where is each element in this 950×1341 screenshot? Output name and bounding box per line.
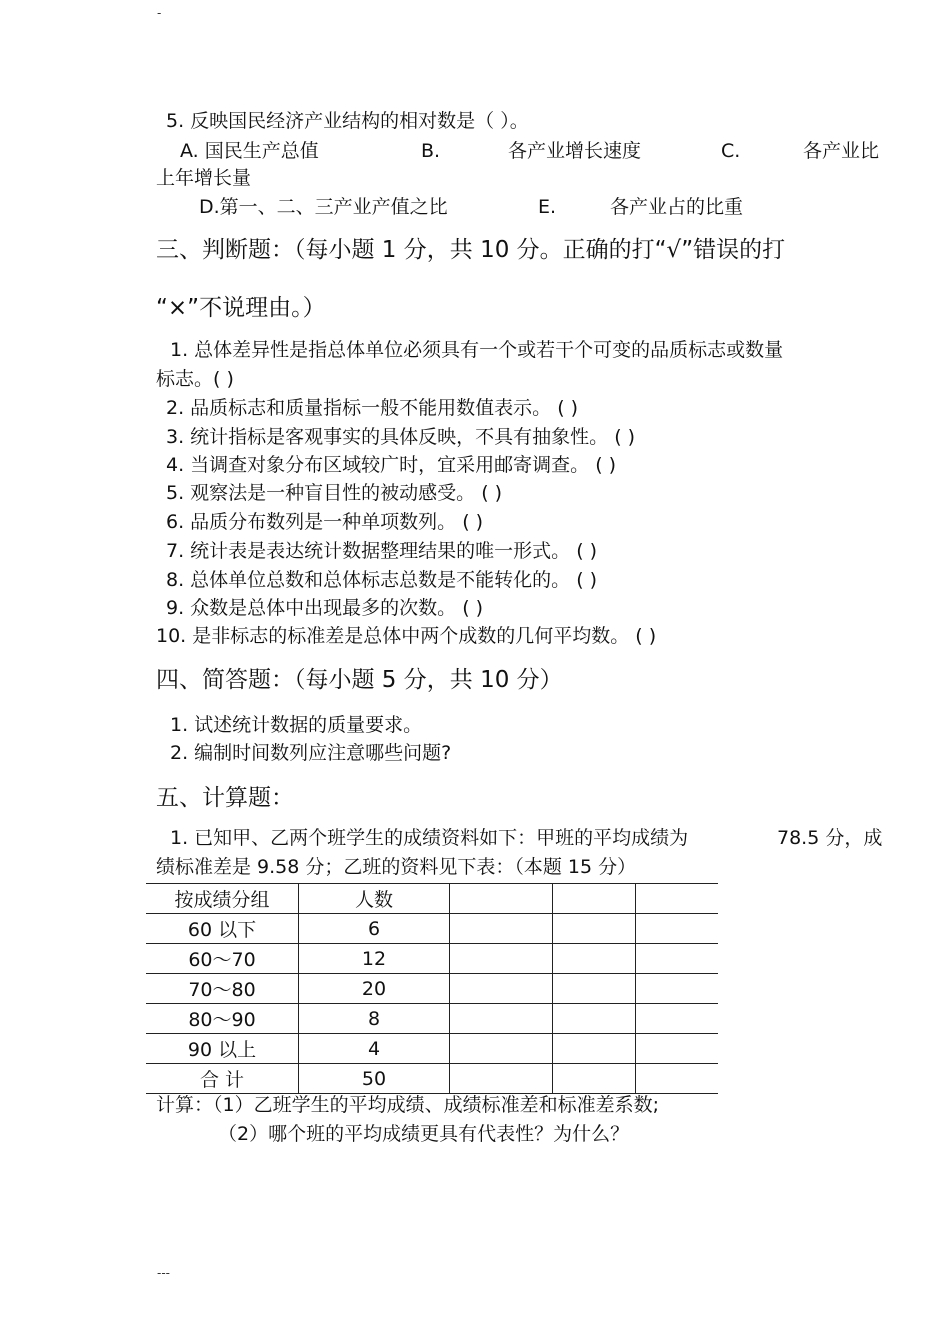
table-row — [146, 974, 718, 1004]
judgement-item: 1. 总体差异性是指总体单位必须具有一个或若干个可变的品质标志或数量 — [170, 339, 784, 361]
table-row — [146, 1004, 718, 1034]
table-cell — [553, 1034, 636, 1064]
option-b-text: 各产业增长速度 — [508, 140, 642, 162]
table-cell: 50 — [299, 1064, 450, 1094]
table-cell: 60～70 — [146, 944, 299, 974]
table-cell: 80～90 — [146, 1004, 299, 1034]
table-cell: 4 — [299, 1034, 450, 1064]
table-header-cell — [636, 884, 719, 914]
option-b-letter: B. — [421, 140, 441, 162]
judgement-item: 7. 统计表是表达统计数据整理结果的唯一形式。 ( ) — [166, 540, 598, 562]
table-cell — [553, 1064, 636, 1094]
table-cell: 8 — [299, 1004, 450, 1034]
table-row — [146, 914, 718, 944]
footer-mark: --- — [157, 1266, 170, 1280]
table-cell — [636, 914, 719, 944]
table-cell: 合 计 — [146, 1064, 299, 1094]
table-cell — [450, 1064, 553, 1094]
table-total-row — [146, 1064, 718, 1094]
table-cell — [636, 1034, 719, 1064]
option-c-wrap: 上年增长量 — [156, 167, 252, 189]
judgement-item: 标志。( ) — [156, 368, 234, 390]
table-cell — [450, 1004, 553, 1034]
table-cell — [553, 914, 636, 944]
calc-question-line2: 绩标准差是 9.58 分；乙班的资料见下表：（本题 15 分） — [156, 856, 637, 878]
judgement-item: 9. 众数是总体中出现最多的次数。 ( ) — [166, 597, 484, 619]
calc-question-value: 78.5 分，成 — [777, 827, 883, 849]
table-header-cell — [450, 884, 553, 914]
table-cell — [636, 944, 719, 974]
table-cell — [636, 974, 719, 1004]
table-cell — [636, 1004, 719, 1034]
table-cell: 90 以上 — [146, 1034, 299, 1064]
option-c-letter: C. — [721, 140, 741, 162]
question-5-stem: 5. 反映国民经济产业结构的相对数是（ ）。 — [166, 110, 529, 132]
calc-instruction-line1: 计算：（1）乙班学生的平均成绩、成绩标准差和标准差系数; — [156, 1094, 659, 1116]
table-header-row — [146, 884, 718, 914]
header-mark: - — [157, 6, 162, 20]
table-cell: 6 — [299, 914, 450, 944]
section-3-title-line2: “×”不说理由。） — [156, 295, 326, 321]
table-cell: 20 — [299, 974, 450, 1004]
judgement-item: 2. 品质标志和质量指标一般不能用数值表示。 ( ) — [166, 397, 579, 419]
table-cell — [450, 1034, 553, 1064]
table-row — [146, 1034, 718, 1064]
table-header-cell: 人数 — [299, 884, 450, 914]
table-cell: 12 — [299, 944, 450, 974]
table-header-cell: 按成绩分组 — [146, 884, 299, 914]
score-table — [146, 883, 718, 1094]
table-cell — [450, 974, 553, 1004]
table-cell — [450, 914, 553, 944]
option-a: A. 国民生产总值 — [180, 140, 319, 162]
table-cell — [450, 944, 553, 974]
calc-question-line1: 1. 已知甲、乙两个班学生的成绩资料如下：甲班的平均成绩为 — [170, 827, 689, 849]
judgement-item: 10. 是非标志的标准差是总体中两个成数的几何平均数。 ( ) — [156, 625, 657, 647]
table-cell — [636, 1064, 719, 1094]
table-cell: 70～80 — [146, 974, 299, 1004]
table-cell — [553, 1004, 636, 1034]
short-answer-item: 1. 试述统计数据的质量要求。 — [170, 714, 423, 736]
table-row — [146, 944, 718, 974]
judgement-item: 5. 观察法是一种盲目性的被动感受。 ( ) — [166, 482, 503, 504]
short-answer-item: 2. 编制时间数列应注意哪些问题? — [170, 742, 452, 764]
judgement-item: 4. 当调查对象分布区域较广时，宜采用邮寄调查。 ( ) — [166, 454, 617, 476]
section-3-title-line1: 三、判断题：（每小题 1 分，共 10 分。正确的打“√”错误的打 — [156, 237, 786, 263]
option-c-text: 各产业比 — [803, 140, 880, 162]
table-cell — [553, 974, 636, 1004]
table-cell: 60 以下 — [146, 914, 299, 944]
option-e-text: 各产业占的比重 — [610, 196, 744, 218]
section-4-title: 四、简答题：（每小题 5 分，共 10 分） — [156, 667, 563, 693]
option-d: D.第一、二、三产业产值之比 — [199, 196, 448, 218]
table-cell — [553, 944, 636, 974]
calc-instruction-line2: （2）哪个班的平均成绩更具有代表性？为什么？ — [218, 1123, 630, 1145]
judgement-item: 3. 统计指标是客观事实的具体反映，不具有抽象性。 ( ) — [166, 426, 636, 448]
judgement-item: 8. 总体单位总数和总体标志总数是不能转化的。 ( ) — [166, 569, 598, 591]
table-header-cell — [553, 884, 636, 914]
judgement-item: 6. 品质分布数列是一种单项数列。 ( ) — [166, 511, 484, 533]
section-5-title: 五、计算题： — [156, 785, 294, 811]
option-e-letter: E. — [538, 196, 557, 218]
